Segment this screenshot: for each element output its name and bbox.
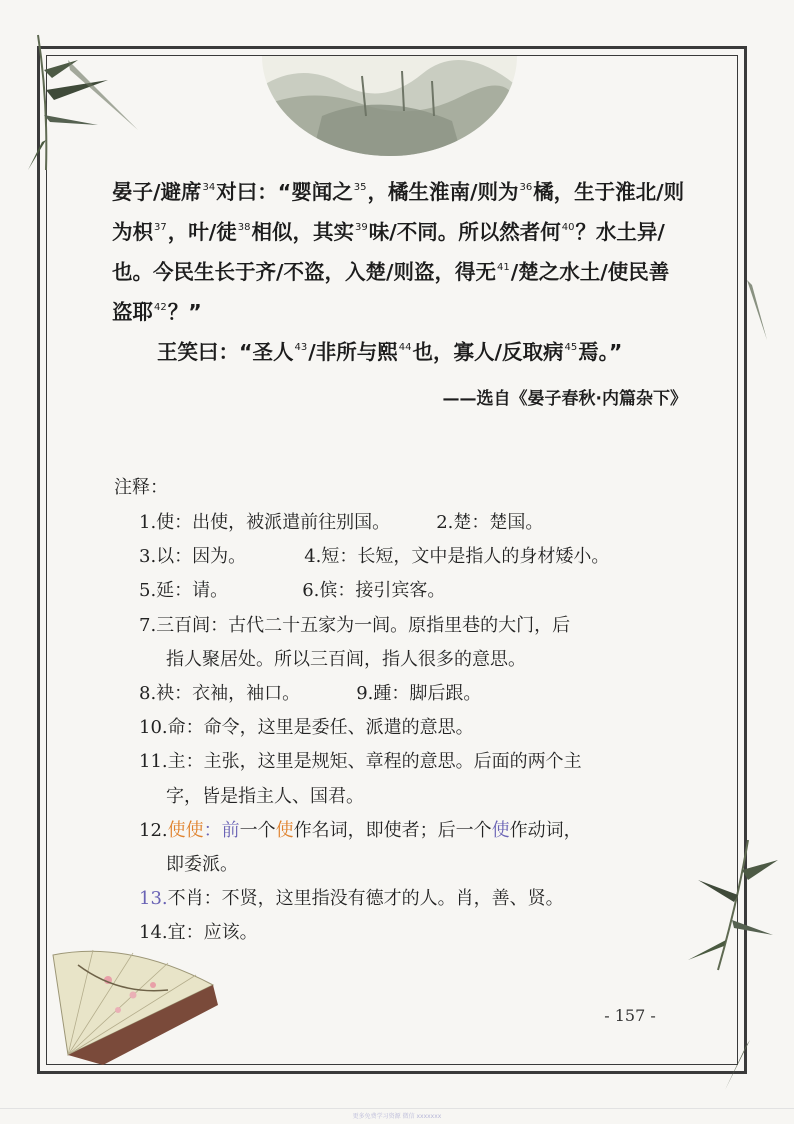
note-line-5-6 <box>139 574 699 608</box>
passage-text: /楚之水土/使民善盗耶 <box>112 260 670 324</box>
note-5: 5.延：请。 <box>139 580 229 602</box>
passage-paragraph-2 <box>112 332 687 372</box>
note-12-continued: 即委派。 <box>166 854 238 876</box>
note-4: 4.短：长短，文中是指人的身材矮小。 <box>304 546 610 568</box>
note-12-word-1: 使 <box>167 819 186 841</box>
annotation-marker: 36 <box>519 182 533 193</box>
note-7: 7.三百闾：古代二十五家为一闾。原指里巷的大门，后 <box>139 614 571 636</box>
passage-text: ？” <box>167 300 202 324</box>
annotation-marker: 42 <box>154 302 167 313</box>
note-12-word-2: 使 <box>185 819 204 841</box>
bamboo-top-left-decoration <box>8 30 148 180</box>
source-citation: ——选自《晏子春秋·内篇杂下》 <box>442 389 687 409</box>
annotation-marker: 35 <box>353 182 367 193</box>
folding-fan-decoration <box>48 945 223 1070</box>
passage-text: 对曰：“婴闻之 <box>216 180 353 204</box>
annotation-marker: 39 <box>354 222 368 233</box>
note-6: 6.傧：接引宾客。 <box>302 580 446 602</box>
footer-watermark: 更多免费学习资源 微信 xxxxxxx <box>352 1113 442 1120</box>
note-12-word-3: 使 <box>275 819 294 841</box>
annotation-marker: 43 <box>294 342 308 353</box>
footer-divider <box>0 1108 794 1109</box>
note-1: 1.使：出使，被派遣前往别国。 <box>139 512 391 533</box>
note-10: 10.命：命令，这里是委任、派遣的意思。 <box>139 717 474 739</box>
note-9: 9.踵：脚后跟。 <box>356 683 482 705</box>
annotation-marker: 37 <box>154 222 167 233</box>
annotation-marker: 45 <box>564 342 578 353</box>
landscape-painting-decoration <box>262 56 517 156</box>
note-7-continued: 指人聚居处。所以三百闾，指人很多的意思。 <box>166 648 526 670</box>
note-12-text-3: 作动词， <box>509 819 582 841</box>
note-12-text-2: 作名词，即使者；后一个 <box>293 819 492 841</box>
note-line-3-4 <box>139 540 699 574</box>
passage-text: ，叶/徒 <box>167 220 237 244</box>
note-12-colon: ： <box>203 819 222 841</box>
passage-text: 也，寡人/反取病 <box>412 340 564 364</box>
passage-paragraph-1 <box>112 172 687 332</box>
note-13-number: 13. <box>139 888 168 910</box>
note-12-word-4: 使 <box>491 819 510 841</box>
note-12-qian: 前 <box>221 819 240 841</box>
passage-text: 焉。” <box>578 340 623 364</box>
passage-text: 相似，其实 <box>251 220 354 244</box>
note-2: 2.楚：楚国。 <box>436 512 544 533</box>
note-13-text: 不肖：不贤，这里指没有德才的人。肖，善、贤。 <box>167 888 564 910</box>
annotation-marker: 44 <box>398 342 412 353</box>
note-12-text-1: 一个 <box>239 819 276 841</box>
passage-text: 王笑曰：“圣人 <box>157 340 294 364</box>
passage-text: 味/不同。所以然者何 <box>368 220 561 244</box>
note-13 <box>139 882 699 916</box>
passage-text: 橘，生于淮北/则为枳 <box>112 180 685 244</box>
page-number: - 157 - <box>604 1006 656 1025</box>
annotation-marker: 38 <box>237 222 251 233</box>
annotation-marker: 34 <box>202 182 216 193</box>
passage-text: ？水土异/也。今民生长于齐/不盗，入楚/则盗，得无 <box>112 220 665 284</box>
note-line-8-9 <box>139 677 699 711</box>
annotation-marker: 40 <box>561 222 575 233</box>
note-3: 3.以：因为。 <box>139 546 247 568</box>
note-line-1-2 <box>139 506 699 540</box>
passage-text: /非所与熙 <box>308 340 398 364</box>
notes-title: 注释： <box>114 477 168 498</box>
leaf-right-edge-decoration <box>742 280 772 360</box>
note-12-number: 12. <box>139 819 168 841</box>
notes-list <box>139 506 699 951</box>
note-14: 14.宜：应该。 <box>139 922 258 944</box>
note-11: 11.主：主张，这里是规矩、章程的意思。后面的两个主 <box>139 751 582 773</box>
main-passage <box>112 172 687 372</box>
note-12 <box>139 814 699 848</box>
passage-text: 晏子/避席 <box>112 180 202 204</box>
note-11-continued: 字，皆是指主人、国君。 <box>166 785 364 807</box>
note-8: 8.袂：衣袖，袖口。 <box>139 683 301 705</box>
annotation-marker: 41 <box>496 262 510 273</box>
passage-text: ，橘生淮南/则为 <box>367 180 519 204</box>
leaf-bottom-right-decoration <box>720 1040 760 1100</box>
